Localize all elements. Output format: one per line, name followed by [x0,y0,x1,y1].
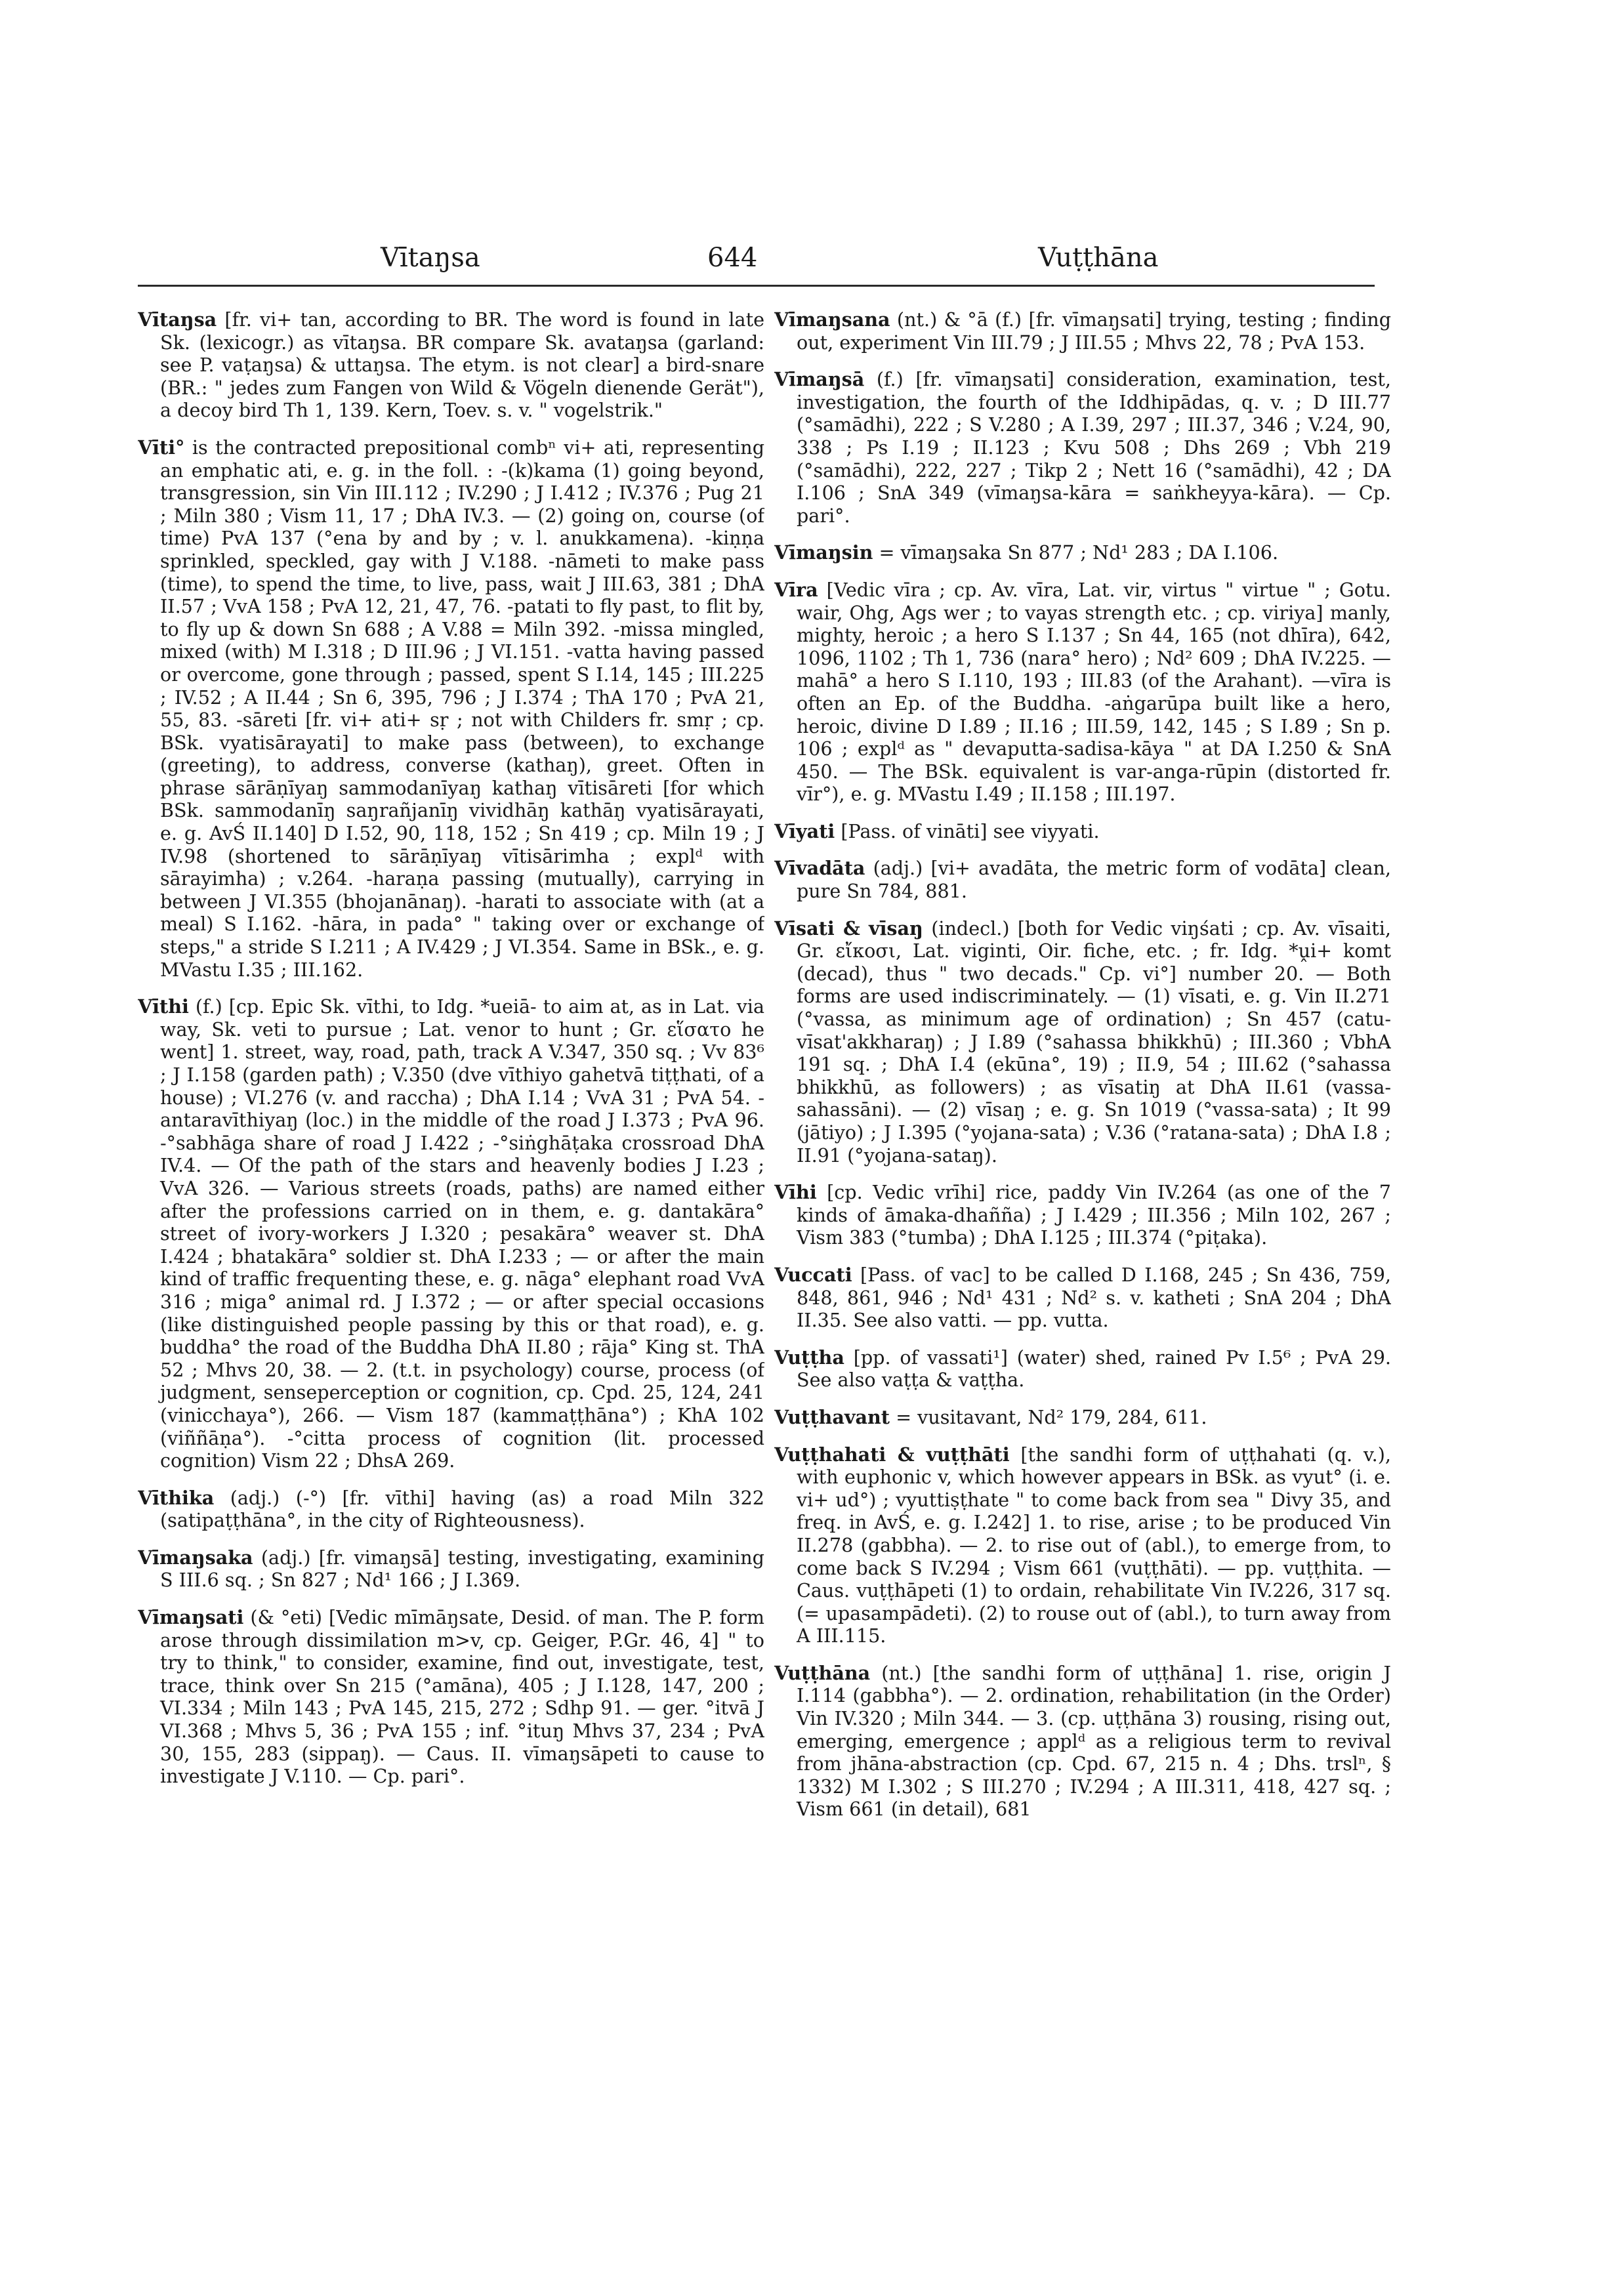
entry-text: (nt.) [the sandhi form of uṭṭhāna] 1. rise, origin J I.114 (gabbha°). — 2. ordination, rehabilitation (in the Order) Vin IV.320 ; Miln 344. — 3. (cp. uṭṭhāna 3) rousing, rising out, emerging, emergence ; applᵈ as a religious term to revival from jhāna-abstraction (cp. Cpd. 67, 215 n. 4 ; Dhs. trslⁿ, § 1332) M I.302 ; S III.270 ; IV.294 ; A III.311, 418, 427 sq. ; Vism 661 (in detail), 681 [797,1661,1391,1821]
entry-text: [Pass. of vināti] see viyyati. [835,819,1100,842]
entry-vira [774,579,1391,806]
headword: Vīyati [774,819,835,842]
entry-text: (& °eti) [Vedic mīmāŋsate, Desid. of man. The P. form arose through dissimilation m>v, cp. Geiger, P.Gr. 46, 4] " to try to think," to consider, examine, find out, investigate, test, trace, think over Sn 215 (°amāna), 405 ; J I.128, 147, 200 ; VI.334 ; Miln 143 ; PvA 145, 215, 272 ; Sdhp 91. — ger. °itvā J VI.368 ; Mhvs 5, 36 ; PvA 155 ; inf. °ituŋ Mhvs 37, 234 ; PvA 30, 155, 283 (sippaŋ). — Caus. II. vīmaŋsāpeti to cause to investigate J V.110. — Cp. pari°. [160,1606,764,1788]
entry-vivadata [774,857,1391,902]
entry-viyati [774,820,1391,843]
entry-text: [cp. Vedic vrīhi] rice, paddy Vin IV.264 (as one of the 7 kinds of āmaka-dhañña) ; J I.429 ; III.356 ; Miln 102, 267 ; Vism 383 (°tumba) ; DhA I.125 ; III.374 (°piṭaka). [797,1181,1391,1249]
entry-vimansaka [138,1546,764,1592]
headword: Vīmaŋsana [774,308,890,331]
headword: Vīmaŋsā [774,368,865,391]
entry-vutthana [774,1662,1391,1821]
entry-text: (adj.) [vi+ avadāta, the metric form of vodāta] clean, pure Sn 784, 881. [797,857,1391,903]
headword: Vuṭṭhāna [774,1661,871,1684]
entry-text: [Pass. of vac] to be called D I.168, 245 ; Sn 436, 759, 848, 861, 946 ; Nd¹ 431 ; Nd² s. v. katheti ; SnA 204 ; DhA II.35. See also vatti. — pp. vutta. [797,1263,1391,1332]
right-column [774,308,1391,2250]
entry-text: [Vedic vīra ; cp. Av. vīra, Lat. vir, virtus " virtue " ; Gotu. wair, Ohg, Ags wer ; to vayas strength etc. ; cp. viriya] manly, mighty, heroic ; a hero S I.137 ; Sn 44, 165 (not dhīra), 642, 1096, 1102 ; Th 1, 736 (nara° hero) ; Nd² 609 ; DhA IV.225. —mahā° a hero S I.110, 193 ; III.83 (of the Arahant). —vīra is often an Ep. of the Buddha. -aṅgarūpa built like a hero, heroic, divine D I.89 ; II.16 ; III.59, 142, 145 ; S I.89 ; Sn p. 106 ; explᵈ as " devaputta-sadisa-kāya " at DA I.250 & SnA 450. — The BSk. equivalent is var-anga-rūpin (distorted fr. vīr°), e. g. MVastu I.49 ; II.158 ; III.197. [797,578,1391,806]
headword: Vīvadāta [774,857,865,880]
headword: Vīti° [138,436,185,459]
entry-text: is the contracted prepositional combⁿ vi+ ati, representing an emphatic ati, e. g. in the foll. : -(k)kama (1) going beyond, transgression, sin Vin III.112 ; IV.290 ; J I.412 ; IV.376 ; Pug 21 ; Miln 380 ; Vism 11, 17 ; DhA IV.3. — (2) going on, course (of time) PvA 137 (°ena by and by ; v. l. anukkamena). -kiṇṇa sprinkled, speckled, gay with J V.188. -nāmeti to make pass (time), to spend the time, to live, pass, wait J III.63, 381 ; DhA II.57 ; VvA 158 ; PvA 12, 21, 47, 76. -patati to fly past, to flit by, to fly up & down Sn 688 ; A V.88 = Miln 392. -missa mingled, mixed (with) M I.318 ; D III.96 ; J VI.151. -vatta having passed or overcome, gone through ; passed, spent S I.14, 145 ; III.225 ; IV.52 ; A II.44 ; Sn 6, 395, 796 ; J I.374 ; ThA 170 ; PvA 21, 55, 83. -sāreti [fr. vi+ ati+ sṛ ; not with Childers fr. smṛ ; cp. BSk. vyatisārayati] to make pass (between), to exchange (greeting), to address, converse (kathaŋ), greet. Often in phrase sārāṇīyaŋ sammodanīyaŋ kathaŋ vītisāreti [for which BSk. sammodanīŋ saŋrañjanīŋ vividhāŋ kathāŋ vyatisārayati, e. g. AvŚ II.140] D I.52, 90, 118, 152 ; Sn 419 ; cp. Miln 19 ; J IV.98 (shortened to sārāṇīyaŋ vītisārimha ; explᵈ with sārayimha) ; v.264. -haraṇa passing (mutually), carrying in between J VI.355 (bhojanānaŋ). -harati to associate with (at a meal) S I.162. -hāra, in pada° " taking over or exchange of steps," a stride S I.211 ; A IV.429 ; J VI.354. Same in BSk., e. g. MVastu I.35 ; III.162. [160,436,764,981]
entry-text: [the sandhi form of uṭṭhahati (q. v.), with euphonic v, which however appears in BSk. as vyut° (i. e. vi+ ud°) ; vyuttiṣṭhate " to come back from sea " Divy 35, and freq. in AvŚ, e. g. I.242] 1. to rise, arise ; to be produced Vin II.278 (gabbha). — 2. to rise out of (abl.), to emerge from, to come back S IV.294 ; Vism 661 (vuṭṭhāti). — pp. vuṭṭhita. — Caus. vuṭṭhāpeti (1) to ordain, rehabilitate Vin IV.226, 317 sq. (= upasampādeti). (2) to rouse out of (abl.), to turn away from A III.115. [797,1443,1391,1647]
entry-text: = vīmaŋsaka Sn 877 ; Nd¹ 283 ; DA I.106. [873,541,1279,564]
headword: Vītaŋsa [138,308,217,331]
header-rule [138,285,1375,287]
entry-visati [774,917,1391,1167]
headword: Vīsati & vīsaŋ [774,917,923,940]
entry-vithi [138,995,764,1472]
headword: Vīmaŋsin [774,541,873,564]
entry-vutthahati [774,1443,1391,1647]
entry-viti [138,436,764,981]
entry-vithika [138,1487,764,1532]
entry-vimansin [774,541,1391,564]
entry-text: [fr. vi+ tan, according to BR. The word is found in late Sk. (lexicogr.) as vītaŋsa. BR compare Sk. avataŋsa (garland: see P. vaṭaŋsa) & uttaŋsa. The etym. is not clear] a bird-snare (BR.: " jedes zum Fangen von Wild & Vögeln dienende Gerät"), a decoy bird Th 1, 139. Kern, Toev. s. v. " vogelstrik." [160,308,764,422]
left-column [138,308,764,2250]
entry-text: (adj.) [fr. vimaŋsā] testing, investigating, examining S III.6 sq. ; Sn 827 ; Nd¹ 166 ; J I.369. [160,1546,764,1592]
header-last-word: Vuṭṭhāna [1038,243,1159,273]
entry-vuttha [774,1346,1391,1392]
entry-text: (adj.) (-°) [fr. vīthi] having (as) a road Miln 322 (satipaṭṭhāna°, in the city of Righteousness). [160,1486,764,1532]
headword: Vīthi [138,995,189,1018]
headword: Vīhi [774,1181,817,1204]
running-head [157,243,1378,282]
headword: Vīmaŋsati [138,1606,244,1629]
headword: Vuṭṭhavant [774,1405,890,1428]
entry-vitansa [138,308,764,422]
entry-vimansana [774,308,1391,354]
headword: Vuṭṭha [774,1346,844,1369]
headword: Vīra [774,578,818,601]
entry-text: (f.) [fr. vīmaŋsati] consideration, examination, test, investigation, the fourth of the Iddhipādas, q. v. ; D III.77 (°samādhi), 222 ; S V.280 ; A I.39, 297 ; III.37, 346 ; V.24, 90, 338 ; Ps I.19 ; II.123 ; Kvu 508 ; Dhs 269 ; Vbh 219 (°samādhi), 222, 227 ; Tikp 2 ; Nett 16 (°samādhi), 42 ; DA I.106 ; SnA 349 (vīmaŋsa-kāra = saṅkheyya-kāra). — Cp. pari°. [797,368,1391,527]
header-first-word: Vītaŋsa [381,243,480,273]
headword: Vuccati [774,1263,852,1286]
entry-text: (f.) [cp. Epic Sk. vīthi, to Idg. *ueiā- to aim at, as in Lat. via way, Sk. veti to pursue ; Lat. venor to hunt ; Gr. εἵσατο he went] 1. street, way, road, path, track A V.347, 350 sq. ; Vv 83⁶ ; J I.158 (garden path) ; V.350 (dve vīthiyo gahetvā tiṭṭhati, of a house) ; VI.276 (v. and raccha) ; DhA I.14 ; VvA 31 ; PvA 54. -antaravīthiyaŋ (loc.) in the middle of the road J I.373 ; PvA 96. -°sabhāga share of road J I.422 ; -°siṅghāṭaka crossroad DhA IV.4. — Of the path of the stars and heavenly bodies J I.23 ; VvA 326. — Various streets (roads, paths) are named either after the professions carried on in them, e. g. dantakāra° street of ivory-workers J I.320 ; pesakāra° weaver st. DhA I.424 ; bhatakāra° soldier st. DhA I.233 ; — or after the main kind of traffic frequenting these, e. g. nāga° elephant road VvA 316 ; miga° animal rd. J I.372 ; — or after special occasions (like distinguished people passing by this or that road), e. g. buddha° the road of the Buddha DhA II.80 ; rāja° King st. ThA 52 ; Mhvs 20, 38. — 2. (t.t. in psychology) course, process (of judgment, senseperception or cognition, cp. Cpd. 25, 124, 241 (vinicchaya°), 266. — Vism 187 (kammaṭṭhāna°) ; KhA 102 (viññāṇa°). -°citta process of cognition (lit. processed cognition) Vism 22 ; DhsA 269. [160,995,764,1472]
entry-text: (indecl.) [both for Vedic viŋśati ; cp. Av. vīsaiti, Gr. εἴκοσι, Lat. viginti, Oir. fiche, etc. ; fr. Idg. *ṷi+ komt (decad), thus " two decads." Cp. vi°] number 20. — Both forms are used indiscriminately. — (1) vīsati, e. g. Vin II.271 (°vassa, as minimum age of ordination) ; Sn 457 (catu-vīsat'akkharaŋ) ; J I.89 (°sahassa bhikkhū) ; III.360 ; VbhA 191 sq. ; DhA I.4 (ekūna°, 19) ; II.9, 54 ; III.62 (°sahassa bhikkhū, as followers) ; as vīsatiŋ at DhA II.61 (vassa-sahassāni). — (2) vīsaŋ ; e. g. Sn 1019 (°vassa-sata) ; It 99 (jātiyo) ; J I.395 (°yojana-sata) ; V.36 (°ratana-sata) ; DhA I.8 ; II.91 (°yojana-sataŋ). [797,917,1391,1167]
page-number: 644 [707,243,758,273]
headword: Vīthika [138,1486,215,1509]
entry-vimansa [774,368,1391,527]
entry-vihi [774,1181,1391,1249]
entry-vuccati [774,1264,1391,1332]
headword: Vuṭṭhahati & vuṭṭhāti [774,1443,1010,1466]
entry-vimansati [138,1606,764,1788]
entry-text: [pp. of vassati¹] (water) shed, rained Pv I.5⁶ ; PvA 29. See also vaṭṭa & vaṭṭha. [797,1346,1391,1392]
entry-text: (nt.) & °ā (f.) [fr. vīmaŋsati] trying, testing ; finding out, experiment Vin III.79 ; J III.55 ; Mhvs 22, 78 ; PvA 153. [797,308,1391,354]
headword: Vīmaŋsaka [138,1546,253,1569]
entry-text: = vusitavant, Nd² 179, 284, 611. [890,1405,1207,1428]
entry-vutthavant [774,1406,1391,1429]
